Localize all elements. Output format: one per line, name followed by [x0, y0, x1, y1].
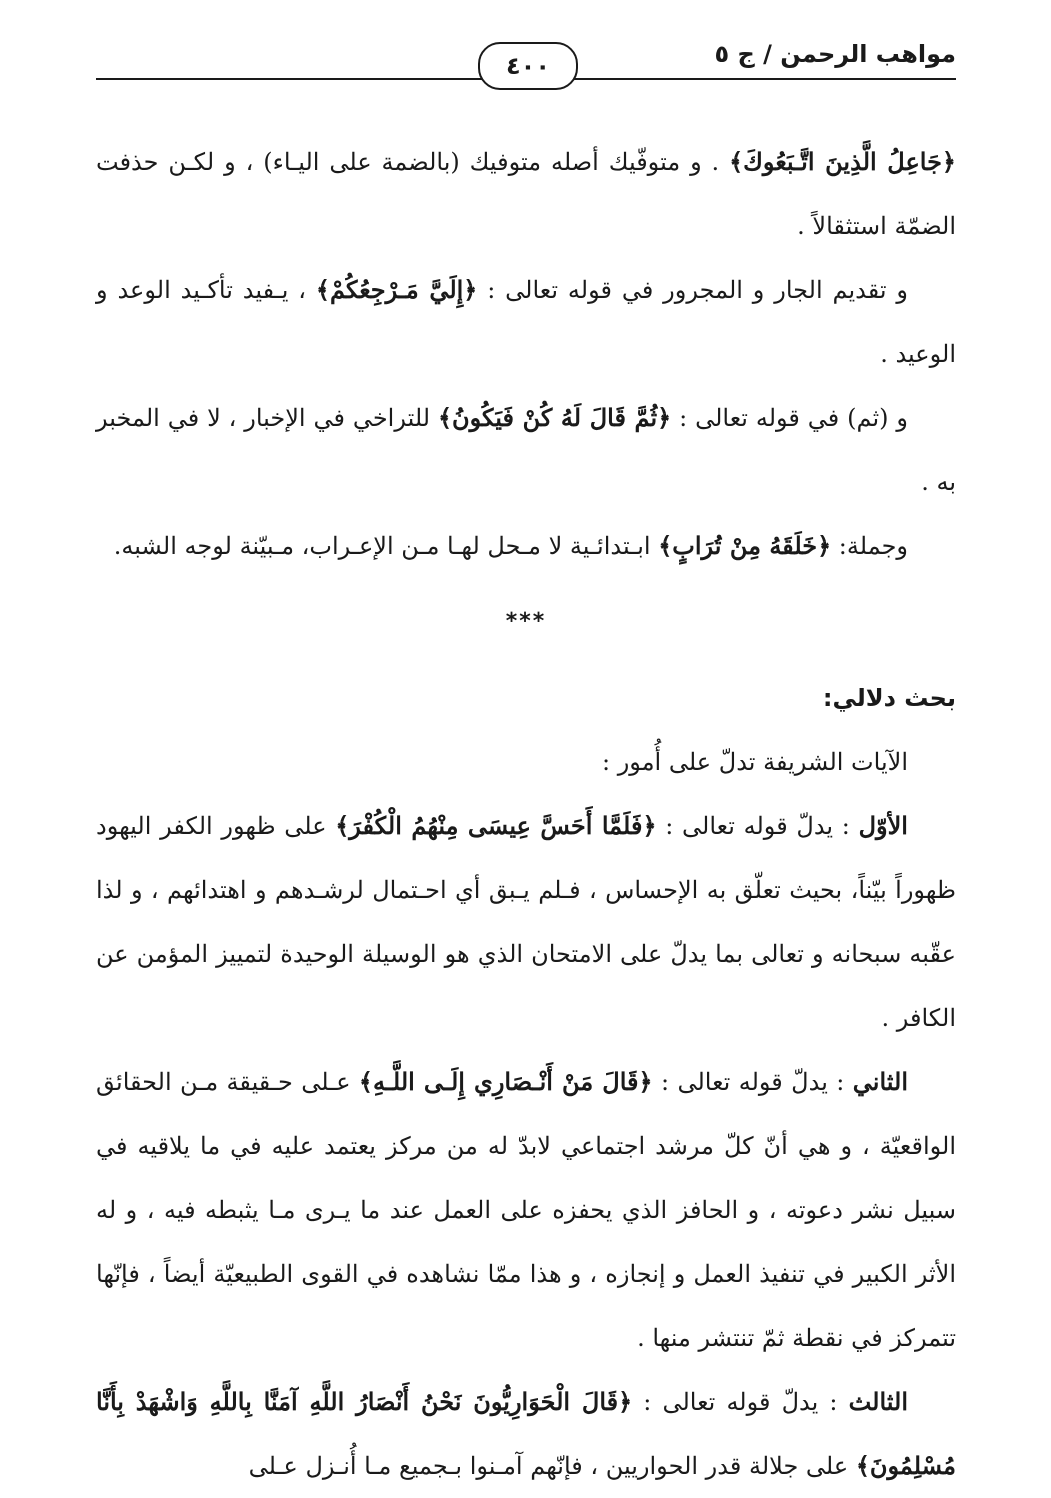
point-third [96, 1370, 956, 1498]
page-body [96, 130, 956, 1498]
page-header [96, 38, 956, 94]
quran-verse: ﴿قَالَ الْحَوَارِيُّونَ نَحْنُ أَنْصَارُ اللَّهِ آمَنَّا بِاللَّهِ وَاشْهَدْ بِأَنَّا مُسْلِمُونَ﴾ [96, 1387, 956, 1480]
quran-verse: ﴿إِلَيَّ مَـرْجِعُكُمْ﴾ [315, 275, 478, 304]
quran-verse: ﴿خَلَقَهُ مِنْ تُرَابٍ﴾ [658, 531, 832, 560]
point-second [96, 1050, 956, 1370]
paragraph-text: : يدلّ قوله تعالى : [652, 1068, 853, 1096]
paragraph-text: عـلى حـقيقة مـن الحقائق الواقعيّة ، و هي أنّ كلّ مرشد اجتماعي لابدّ له من مركز يعتمد عليه في ما يلاقيه في سبيل نشر دعوته ، و الحافز الذي يحفزه على العمل عند ما يـرى مـا يثبطه فيه ، و له الأثر الكبير في تنفيذ العمل و إنجازه ، و هذا ممّا نشاهده في القوى الطبيعيّة أيضاً ، فإنّها تتمركز في نقطة ثمّ تنتشر منها . [96, 1068, 957, 1352]
point-first [96, 794, 956, 1050]
paragraph-text: و (ثم) في قوله تعالى : [671, 404, 908, 432]
paragraph-text: : يدلّ قوله تعالى : [632, 1388, 849, 1416]
section-separator: *** [505, 609, 547, 634]
paragraph-2 [96, 258, 956, 386]
paragraph-text: على ظهور الكفر اليهود ظهوراً بيّناً، بحيث تعلّق به الإحساس ، فـلم يـبق أي احـتمال لرشـدهم و اهتدائهم ، و لذا عقّبه سبحانه و تعالى بما يدلّ على الامتحان الذي هو الوسيلة الوحيدة لتمييز المؤمن عن الكافر . [96, 812, 956, 1032]
quran-verse: ﴿جَاعِلُ الَّذِينَ اتَّـبَعُوكَ﴾ [729, 147, 956, 176]
paragraph-text: : يدلّ قوله تعالى : [656, 812, 859, 840]
paragraph-3 [96, 386, 956, 514]
book-title: مواهب الرحمن / ج ٥ [714, 40, 956, 68]
point-label: الأوّل [858, 811, 908, 840]
section-intro: الآيات الشريفة تدلّ على أُمور : [602, 748, 908, 776]
section-heading: بحث دلالي: [822, 684, 956, 712]
paragraph-text: للتراخي في الإخبار ، لا في المخبر به . [96, 404, 956, 496]
paragraph-1 [96, 130, 956, 258]
paragraph-text: . و متوفّيك أصله متوفيك (بالضمة على اليـاء) ، و لكـن حذفت الضمّة استثقالاً . [96, 148, 956, 240]
paragraph-text: و تقديم الجار و المجرور في قوله تعالى : [477, 276, 908, 304]
paragraph-text: ابـتدائـية لا مـحل لهـا مـن الإعـراب، مـبيّنة لوجه الشبه. [113, 532, 659, 560]
paragraph-4 [96, 514, 956, 578]
point-label: الثاني [852, 1067, 908, 1096]
page-number: ٤٠٠ [478, 42, 578, 90]
paragraph-text: على جلالة قدر الحواريين ، فإنّهم آمـنوا بـجميع مـا أُنـزل عـلى [248, 1452, 856, 1480]
quran-verse: ﴿فَلَمَّا أَحَسَّ عِيسَى مِنْهُمُ الْكُفْرَ﴾ [335, 811, 657, 840]
paragraph-text: ، يـفيد تأكـيد الوعد و الوعيد . [96, 276, 956, 368]
point-label: الثالث [848, 1387, 908, 1416]
quran-verse: ﴿قَالَ مَنْ أَنْـصَارِي إِلَـى اللَّـهِ﴾ [358, 1067, 653, 1096]
quran-verse: ﴿ثُمَّ قَالَ لَهُ كُنْ فَيَكُونُ﴾ [437, 403, 672, 432]
paragraph-text: وجملة: [831, 532, 908, 560]
